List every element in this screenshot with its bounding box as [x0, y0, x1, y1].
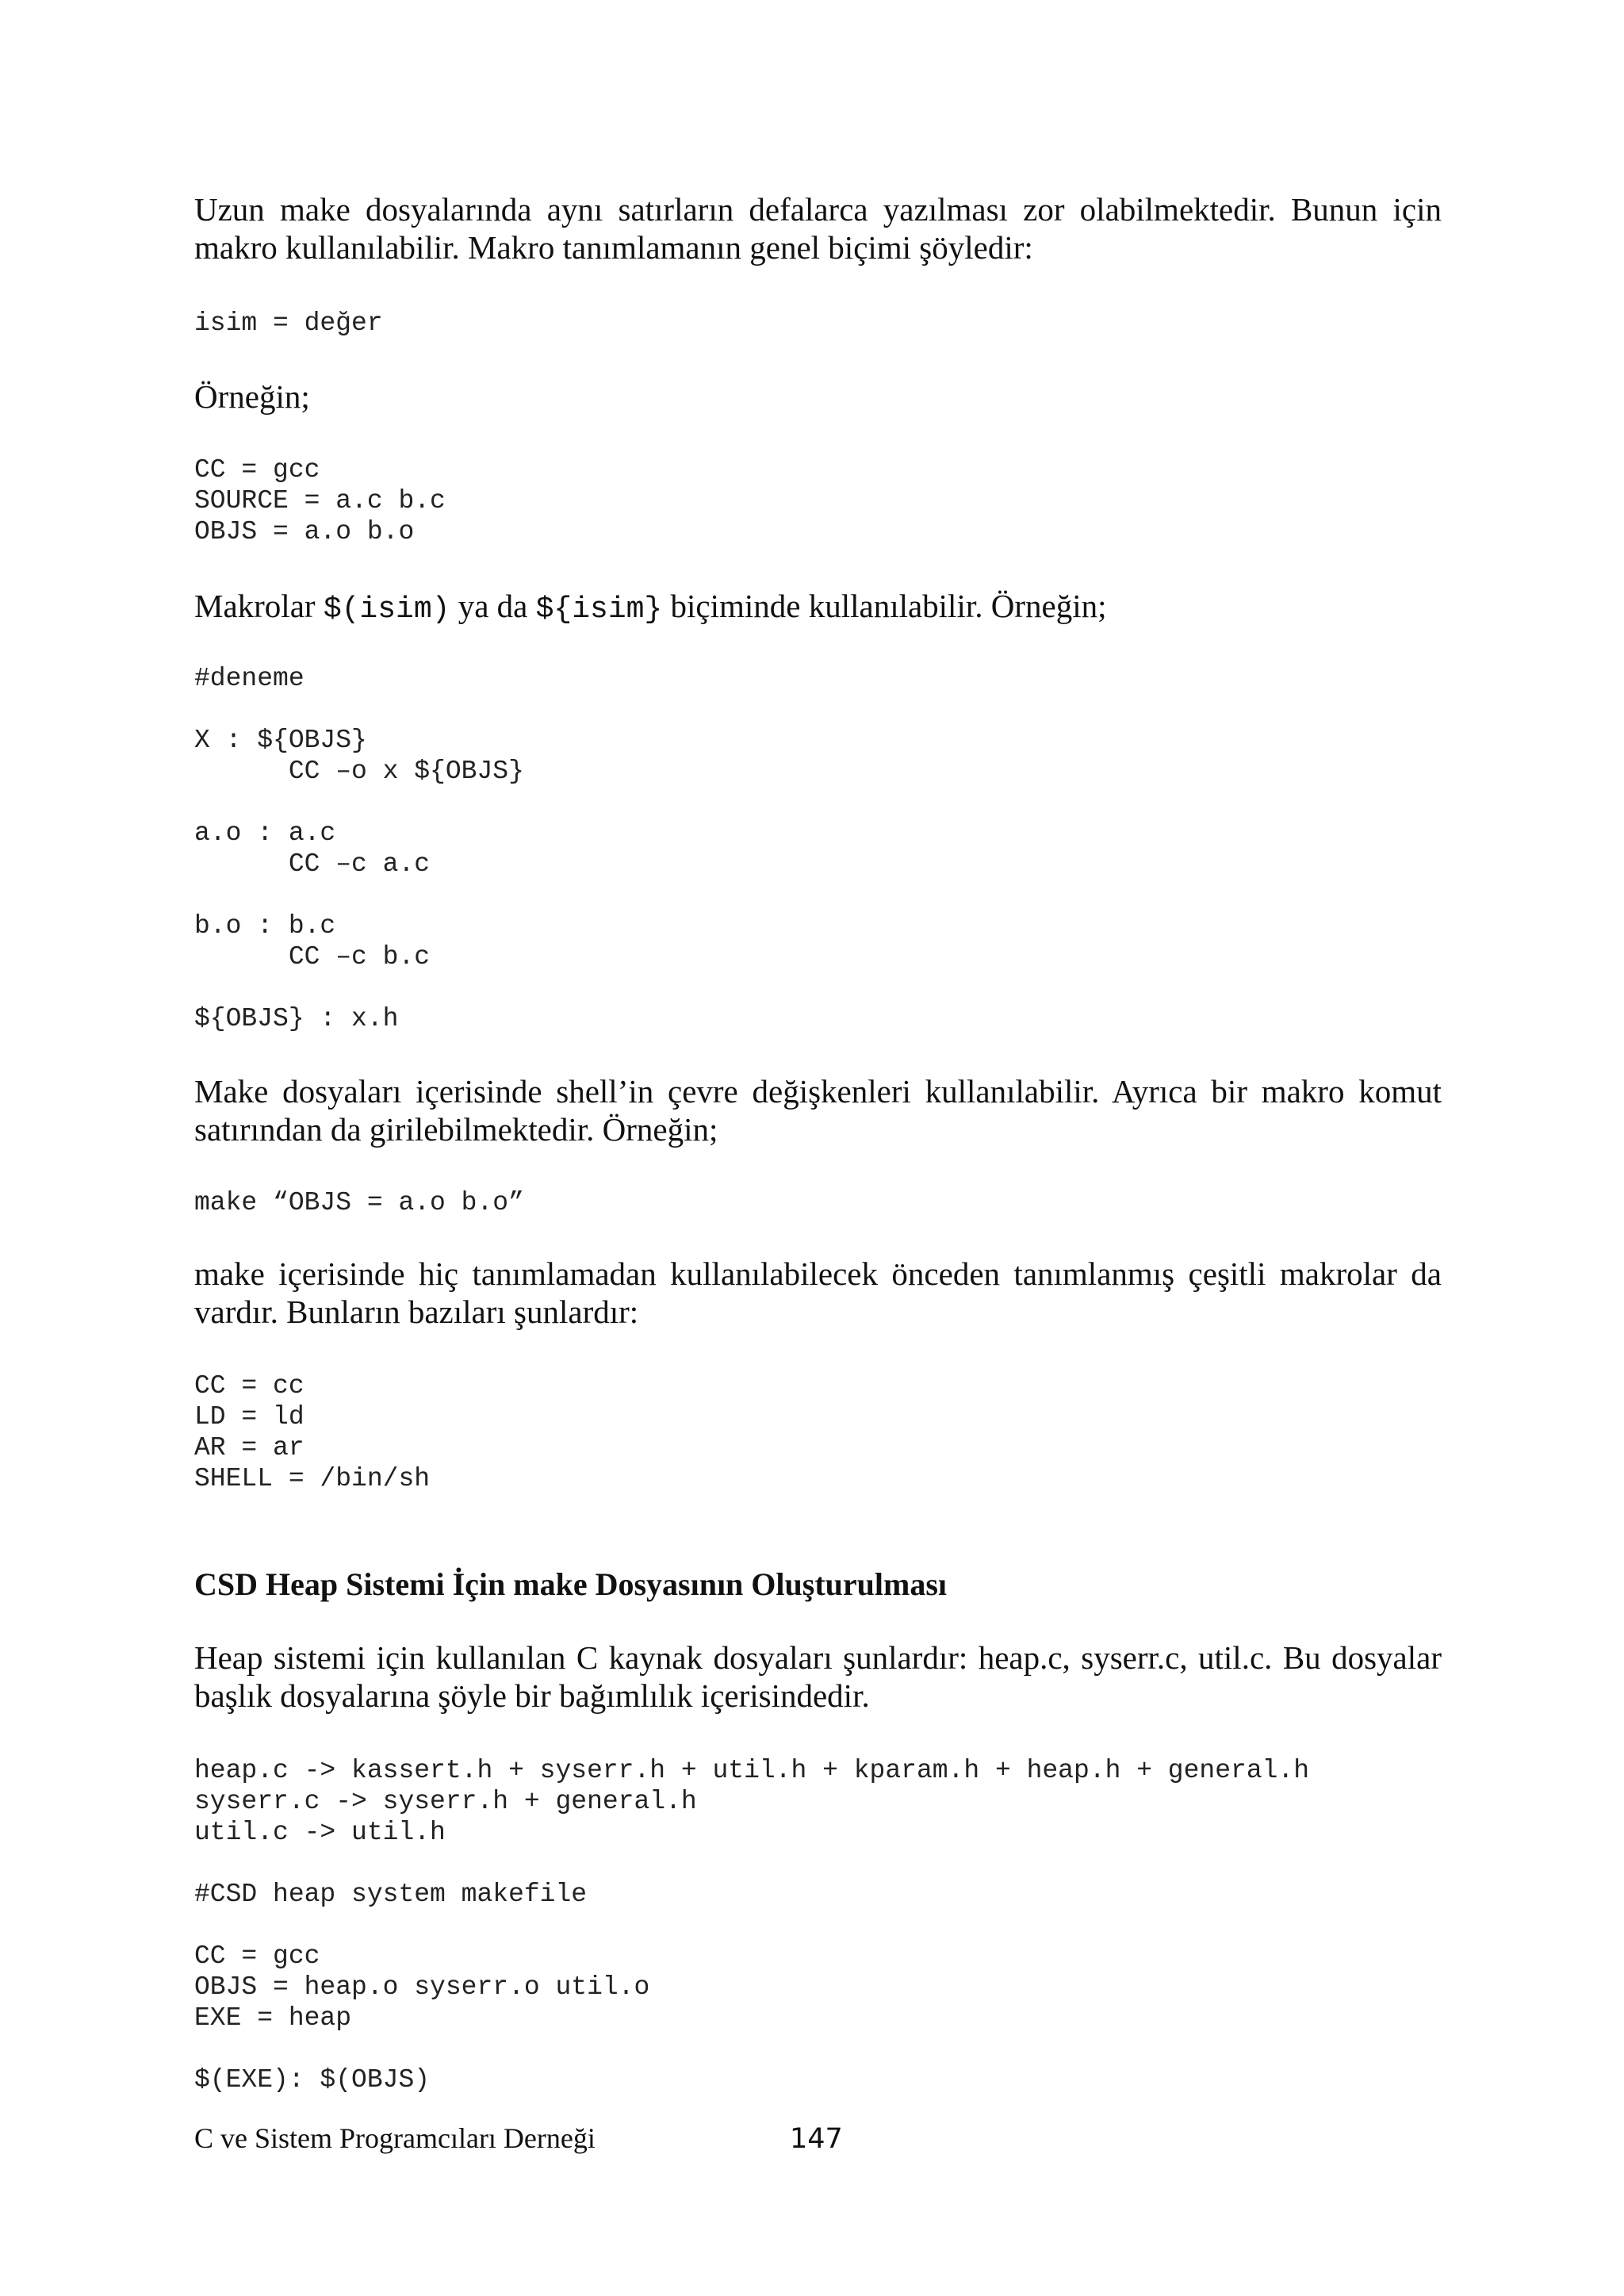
code-line: b.o : b.c	[194, 911, 336, 941]
paragraph-line: Uzun make dosyalarında aynı satırların defalarca yazılması zor olabilmektedir. Bunun için	[194, 191, 1442, 228]
paragraph-macro-intro	[194, 190, 1442, 266]
code-line: CC = cc	[194, 1371, 304, 1401]
paragraph-line: Heap sistemi için kullanılan C kaynak dosyaları şunlardır: heap.c, syserr.c, util.c. Bu dosyalar	[194, 1639, 1442, 1676]
text-segment: biçiminde kullanılabilir. Örneğin;	[662, 588, 1107, 624]
code-line: #deneme	[194, 664, 304, 693]
code-block-predefined-macros	[194, 1370, 430, 1494]
inline-code: $(isim)	[323, 592, 450, 627]
code-line: CC –c b.c	[194, 942, 431, 972]
page-number: 147	[790, 2123, 843, 2155]
paragraph-line: Örneğin;	[194, 378, 310, 415]
inline-code: ${isim}	[535, 592, 663, 627]
paragraph-macro-usage	[194, 587, 1442, 629]
section-heading: CSD Heap Sistemi İçin make Dosyasının Oluşturulması	[194, 1566, 948, 1602]
paragraph-shell-variables	[194, 1072, 1442, 1148]
paragraph-line: Make dosyaları içerisinde shell’in çevre değişkenleri kullanılabilir. Ayrıca bir makro komut	[194, 1073, 1442, 1110]
code-block-macro-examples	[194, 454, 446, 547]
code-line: SOURCE = a.c b.c	[194, 486, 446, 516]
code-line: CC = gcc	[194, 1941, 320, 1971]
code-line: #CSD heap system makefile	[194, 1880, 588, 1909]
code-block-makefile-example	[194, 663, 524, 1034]
paragraph-example-label	[194, 378, 1442, 416]
code-line: OBJS = a.o b.o	[194, 517, 415, 546]
code-line: AR = ar	[194, 1433, 304, 1462]
code-line: CC –o x ${OBJS}	[194, 757, 524, 786]
code-line: util.c -> util.h	[194, 1818, 446, 1847]
paragraph-line: başlık dosyalarına şöyle bir bağımlılık içerisindedir.	[194, 1677, 870, 1714]
paragraph-predefined-macros	[194, 1255, 1442, 1331]
code-line: heap.c -> kassert.h + syserr.h + util.h + kparam.h + heap.h + general.h	[194, 1756, 1310, 1785]
code-line: LD = ld	[194, 1402, 304, 1432]
text-segment: ya da	[450, 588, 536, 624]
paragraph-line: satırından da girilebilmektedir. Örneğin;	[194, 1111, 718, 1148]
code-line: CC = gcc	[194, 455, 320, 485]
code-line: X : ${OBJS}	[194, 726, 367, 755]
code-line: a.o : a.c	[194, 818, 336, 848]
code-block-heap-makefile	[194, 1755, 1309, 2095]
code-line: SHELL = /bin/sh	[194, 1464, 431, 1493]
text-segment: Makrolar	[194, 588, 324, 624]
code-block-make-command	[194, 1187, 524, 1218]
footer-organization: C ve Sistem Programcıları Derneği	[194, 2122, 596, 2154]
code-line: make “OBJS = a.o b.o”	[194, 1188, 524, 1217]
code-line: ${OBJS} : x.h	[194, 1004, 399, 1033]
paragraph-heap-sources	[194, 1639, 1442, 1715]
code-block-macro-syntax	[194, 308, 383, 339]
code-line: $(EXE): $(OBJS)	[194, 2065, 431, 2095]
code-line: isim = değer	[194, 309, 383, 338]
code-line: EXE = heap	[194, 2003, 352, 2033]
paragraph-line: makro kullanılabilir. Makro tanımlamanın genel biçimi şöyledir:	[194, 229, 1033, 266]
code-line: CC –c a.c	[194, 849, 431, 879]
code-line: syserr.c -> syserr.h + general.h	[194, 1787, 697, 1816]
paragraph-line: vardır. Bunların bazıları şunlardır:	[194, 1294, 639, 1330]
code-line: OBJS = heap.o syserr.o util.o	[194, 1972, 650, 2002]
paragraph-line: make içerisinde hiç tanımlamadan kullanılabilecek önceden tanımlanmış çeşitli makrolar da	[194, 1255, 1442, 1292]
